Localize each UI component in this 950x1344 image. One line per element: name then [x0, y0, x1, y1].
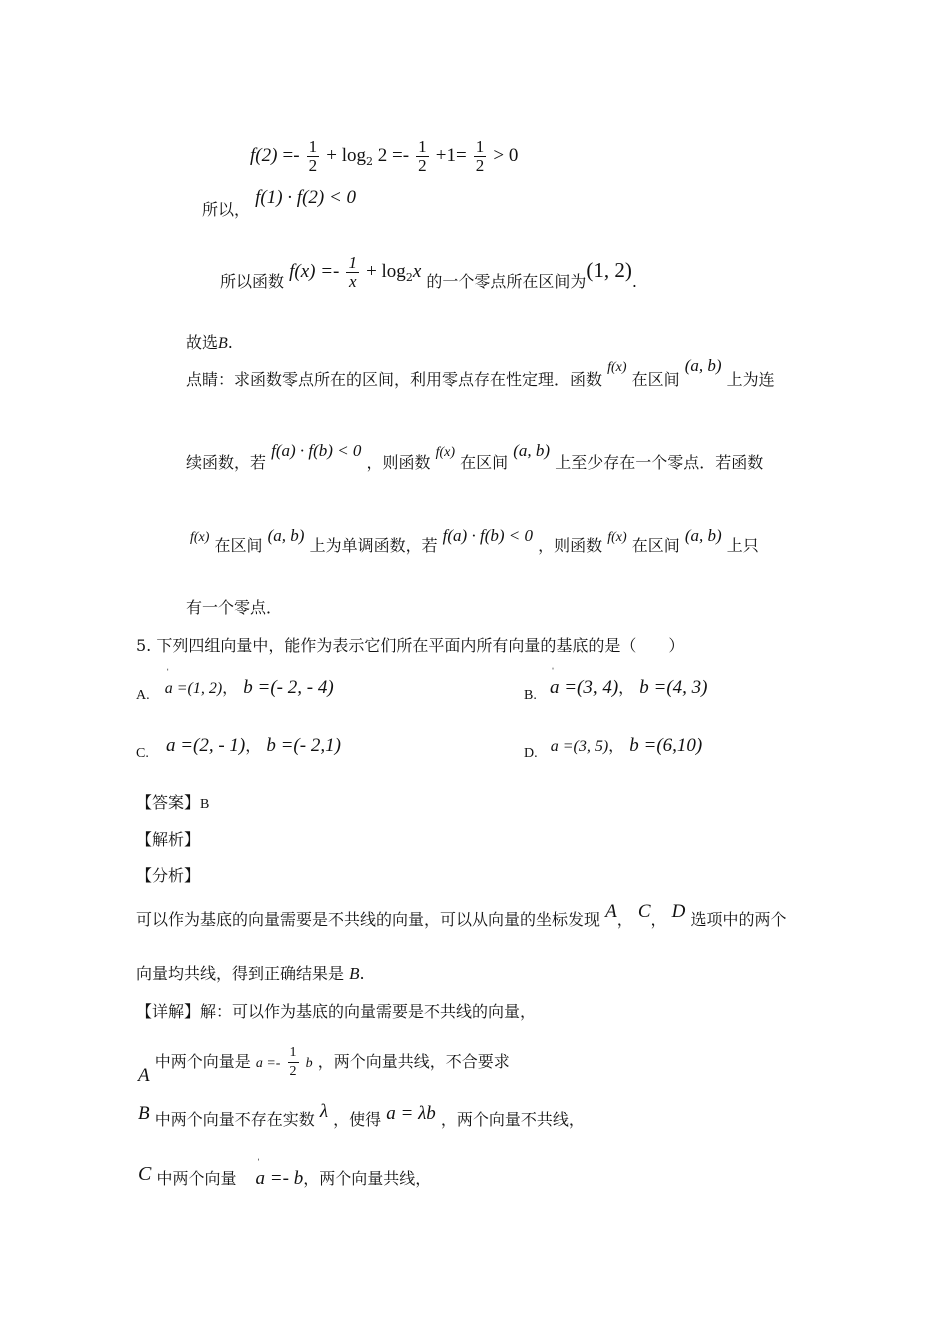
- interval-ab: (a, b): [513, 441, 551, 460]
- interval: (1, 2): [586, 258, 632, 282]
- choose-answer: B: [218, 335, 228, 352]
- fenxi-heading: 【分析】: [136, 866, 201, 885]
- fraction: $\frac{1}{2}$: [418, 137, 427, 175]
- option-a: [136, 677, 334, 703]
- vector-b: b =(6,10): [629, 735, 703, 756]
- interval-ab: (a, b): [684, 526, 722, 545]
- row-text: 中两个向量不存在实数: [154, 1110, 315, 1129]
- tip-text: 续函数，若: [186, 453, 267, 472]
- option-d: [524, 735, 703, 761]
- letter-c: C: [637, 901, 651, 922]
- vector-b: b: [305, 1056, 313, 1071]
- fraction: $\frac{1}{2}$: [289, 1045, 297, 1079]
- answer-line: [136, 793, 209, 815]
- log-term: + log: [326, 145, 367, 166]
- letter-a: A: [138, 1065, 150, 1086]
- eq-sign: =-: [282, 145, 300, 166]
- para-text: 向量均共线，得到正确结果是: [136, 964, 345, 983]
- tip-text: 在区间: [460, 453, 509, 472]
- comma: ，: [616, 910, 633, 929]
- row-text: ，两个向量不共线，: [440, 1110, 585, 1129]
- log-arg: x: [412, 261, 422, 282]
- vector-a: a =-: [255, 1056, 281, 1071]
- comma: ，: [650, 910, 667, 929]
- vector-a: ˈ a =(1, 2): [165, 679, 222, 699]
- prefix-text: 所以，: [202, 200, 251, 219]
- tip-text: 上只: [726, 536, 759, 555]
- row-text: ，两个向量共线，不合要求: [317, 1052, 510, 1071]
- option-label: D.: [524, 746, 538, 761]
- fx-expr: f(x): [607, 360, 627, 375]
- tip-text: 在区间: [631, 370, 680, 389]
- tip-text: 在区间: [214, 536, 263, 555]
- choose-line: [186, 333, 233, 354]
- product-expr: f(a) · f(b) < 0: [271, 441, 362, 460]
- row-a: [138, 1044, 510, 1086]
- fenxi-label: [136, 866, 200, 886]
- mid-text: 的一个零点所在区间为: [426, 272, 587, 291]
- option-label: C.: [136, 746, 149, 761]
- log-base: 2: [405, 271, 413, 284]
- tip-text: 上至少存在一个零点．若函数: [555, 453, 764, 472]
- prefix-text: 所以函数: [220, 272, 285, 291]
- vector-a: a =(3, 5): [550, 738, 609, 755]
- tip-line-4: [186, 598, 282, 618]
- choose-text: 故选: [186, 333, 219, 352]
- vector-a: ˈ a =(3, 4): [550, 678, 618, 698]
- separator: ，: [245, 736, 262, 755]
- vector-b: b =(- 2, - 4): [243, 677, 334, 698]
- end-dot: .: [227, 333, 233, 352]
- log-base: 2: [366, 155, 374, 168]
- fx-expr: f(x): [190, 530, 210, 545]
- lambda-equation: a = λb: [386, 1103, 436, 1124]
- tip-text: ，则函数: [366, 453, 431, 472]
- interval-ab: (a, b): [267, 526, 305, 545]
- answer-value: B: [200, 797, 210, 812]
- paragraph-1: [136, 901, 787, 930]
- fx-expr: f(x): [607, 530, 627, 545]
- question-text: 5. 下列四组向量中，能作为表示它们所在平面内所有向量的基底的是（ ）: [136, 636, 685, 655]
- tip-line-1: [186, 356, 775, 392]
- option-c: [136, 735, 341, 761]
- fx-expr: f(x) =-: [289, 261, 340, 282]
- conclusion-line: [202, 187, 357, 219]
- detail-line: [136, 1002, 536, 1022]
- letter-b: B: [349, 964, 360, 983]
- lambda-symbol: λ: [319, 1101, 329, 1122]
- row-text: ，两个向量共线，: [303, 1169, 432, 1188]
- row-text: ，使得: [333, 1110, 382, 1129]
- tip-line-2: [186, 441, 764, 475]
- vector-b: b =(- 2,1): [266, 735, 341, 756]
- vector-b: b =(4, 3): [639, 677, 708, 698]
- paragraph-2: [136, 964, 365, 984]
- expr-rest: 2 =-: [373, 145, 410, 166]
- tip-text: ，则函数: [538, 536, 603, 555]
- tip-text: 在区间: [631, 536, 680, 555]
- tip-text: 有一个零点．: [186, 598, 283, 617]
- equation-f2: [250, 138, 518, 175]
- fraction: $\frac{1}{2}$: [308, 137, 318, 175]
- row-b: [138, 1101, 585, 1130]
- row-text: 中两个向量: [156, 1169, 237, 1188]
- vector-equation: ˈ a =- b: [256, 1169, 304, 1189]
- answer-label: 【答案】: [136, 793, 201, 812]
- expr-plus1: +1=: [435, 145, 467, 166]
- question-5: [136, 636, 684, 656]
- row-text: 中两个向量是: [154, 1052, 251, 1071]
- fx-expr: f(x): [435, 445, 456, 460]
- end-dot: .: [359, 964, 365, 983]
- tip-text: 上为连: [726, 370, 775, 389]
- option-label: B.: [524, 688, 537, 703]
- separator: ，: [608, 736, 625, 755]
- gt-zero: > 0: [493, 145, 519, 166]
- analysis-heading: 【解析】: [136, 830, 201, 849]
- option-b: [524, 677, 708, 703]
- letter-d: D: [671, 901, 686, 922]
- letter-c: C: [138, 1163, 152, 1185]
- separator: ，: [222, 678, 239, 697]
- product-expr: f(1) · f(2) < 0: [255, 187, 357, 208]
- option-label: A.: [136, 688, 150, 703]
- tip-line-3: [190, 526, 759, 558]
- log-term: + log: [366, 261, 406, 282]
- detail-heading: 【详解】: [136, 1002, 201, 1021]
- detail-text: 解：可以作为基底的向量需要是不共线的向量，: [200, 1002, 537, 1021]
- product-expr: f(a) · f(b) < 0: [442, 526, 533, 545]
- end-dot: .: [631, 272, 637, 291]
- function-zero-line: [220, 254, 637, 291]
- fraction: $\frac{1}{2}$: [475, 137, 485, 175]
- vector-a: a =(2, - 1): [165, 735, 246, 756]
- letter-a: A: [605, 901, 617, 922]
- letter-b: B: [138, 1103, 150, 1124]
- para-text: 选项中的两个: [690, 910, 787, 929]
- row-c: [138, 1163, 432, 1189]
- f2-expr: f(2): [250, 145, 278, 166]
- analysis-label: [136, 830, 200, 850]
- tip-text: 上为单调函数，若: [309, 536, 438, 555]
- tip-text: 点睛：求函数零点所在的区间，利用零点存在性定理．函数: [186, 370, 603, 389]
- fraction: $\frac{1}{x}$: [348, 253, 357, 291]
- separator: ，: [618, 678, 635, 697]
- para-text: 可以作为基底的向量需要是不共线的向量，可以从向量的坐标发现: [136, 910, 601, 929]
- interval-ab: (a, b): [684, 356, 722, 375]
